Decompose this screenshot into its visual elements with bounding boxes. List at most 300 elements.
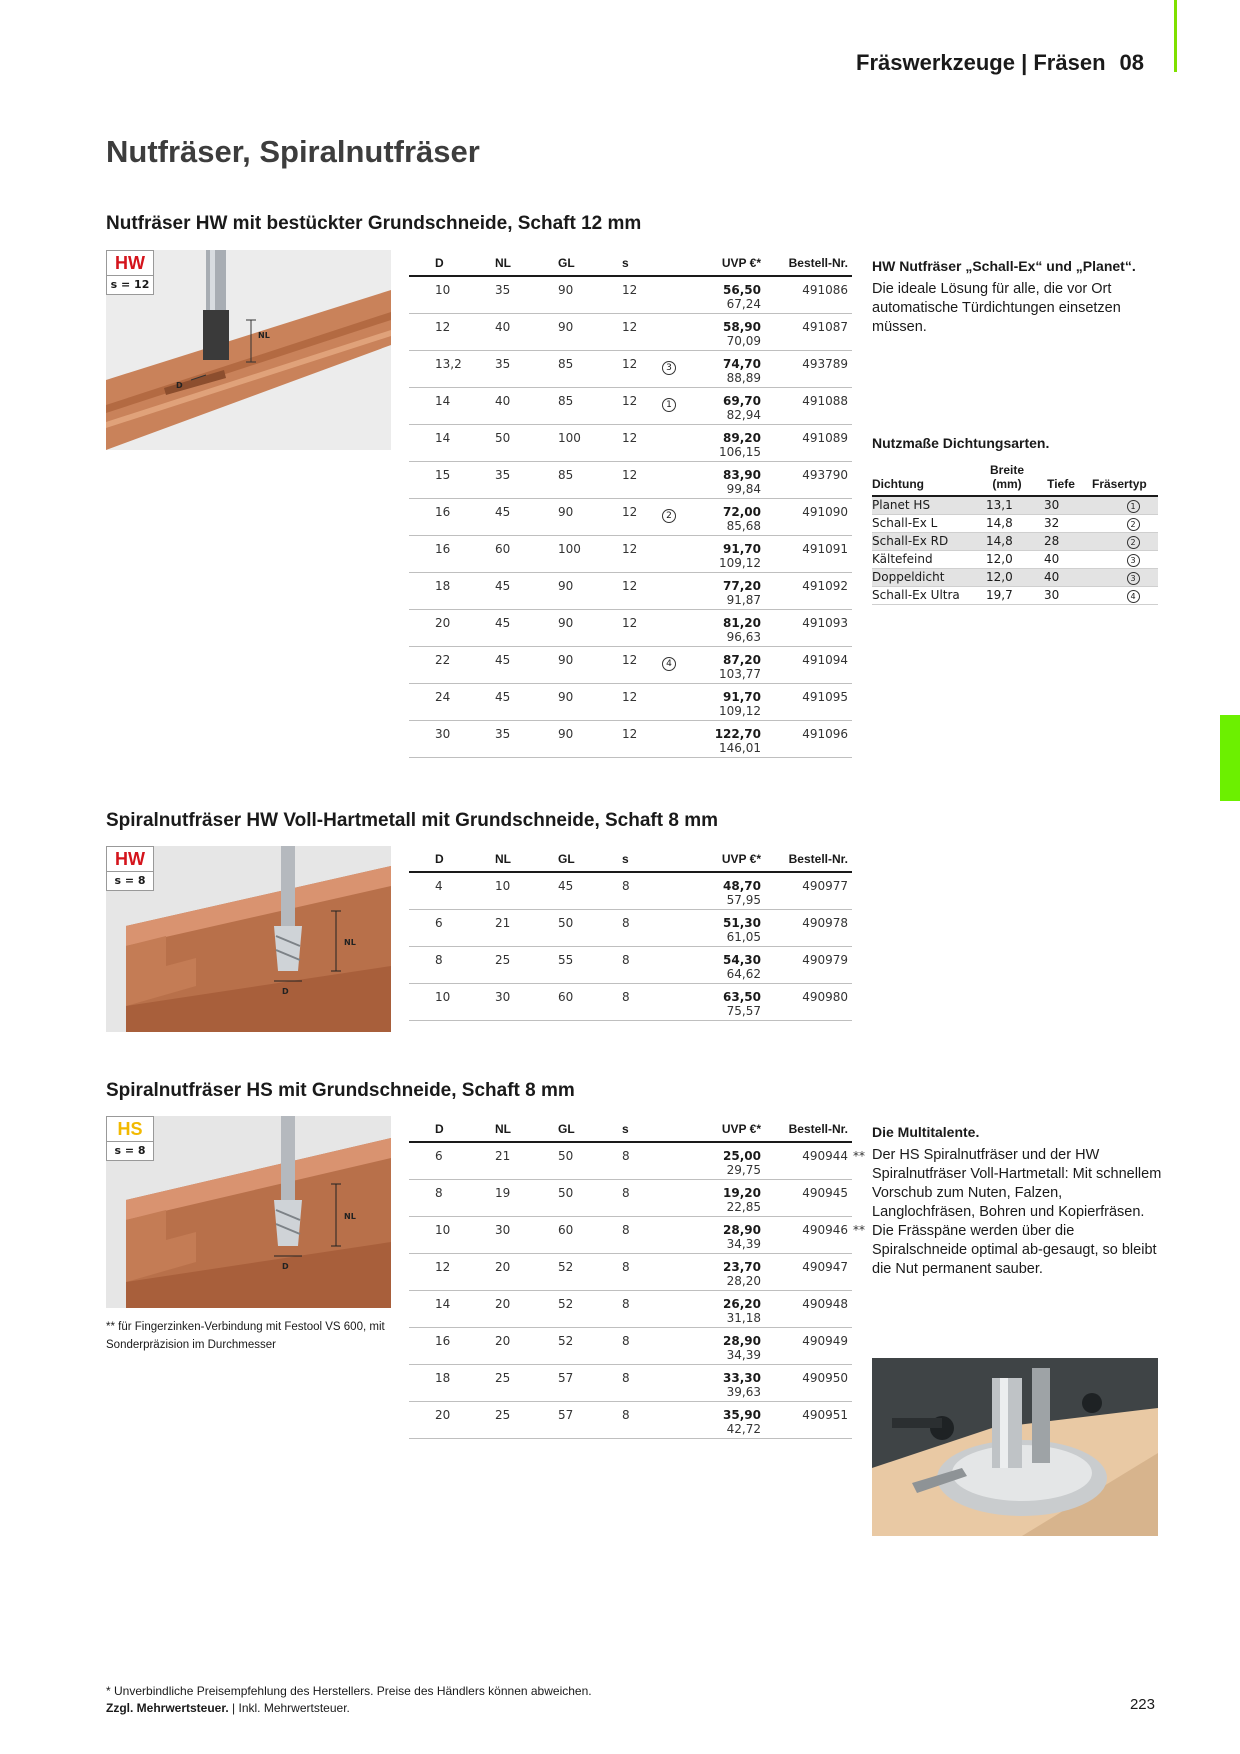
- cell-nl: 10: [473, 872, 536, 909]
- cell-gl: 85: [536, 350, 599, 387]
- col-header-nl: NL: [473, 250, 536, 276]
- seal-row: [872, 551, 1158, 569]
- type-circle-badge: 3: [1127, 572, 1140, 585]
- table-row: [409, 387, 852, 424]
- cell-price: [691, 276, 767, 313]
- cell-gl: 90: [536, 609, 599, 646]
- table-row: [409, 983, 852, 1020]
- hs-footnote: ** für Fingerzinken-Verbindung mit Festool VS 600, mit Sonderpräzision im Durchmesser: [106, 1321, 385, 1351]
- cell-type: [647, 946, 691, 983]
- cell-nl: 21: [473, 909, 536, 946]
- col-header-order-no: Bestell-Nr.: [767, 1116, 852, 1142]
- col-header-nl: NL: [473, 846, 536, 872]
- cell-nl: 50: [473, 424, 536, 461]
- cell-d: 16: [409, 498, 473, 535]
- seal-name: Doppeldicht: [872, 569, 978, 587]
- cell-order-no: [767, 909, 852, 946]
- table-row: [409, 535, 852, 572]
- page-title: Nutfräser, Spiralnutfräser: [106, 134, 480, 169]
- cell-s: 12: [599, 535, 647, 572]
- price-gross: 146,01: [719, 740, 761, 755]
- price-net: 69,70: [723, 393, 761, 408]
- price-gross: 34,39: [726, 1347, 761, 1362]
- cell-nl: 19: [473, 1179, 536, 1216]
- nl-dimension-label: NL: [344, 938, 356, 947]
- price-gross: 67,24: [726, 297, 761, 311]
- cell-order-no: [767, 424, 852, 461]
- footnote-mark: **: [853, 1222, 865, 1237]
- type-circle-badge: 1: [1127, 500, 1140, 513]
- price-net: 74,70: [723, 356, 761, 371]
- table-header-row: [409, 250, 852, 276]
- seal-row: [872, 515, 1158, 533]
- cell-d: 14: [409, 1290, 473, 1327]
- type-circle-badge: 2: [1127, 536, 1140, 549]
- price-gross: 61,05: [726, 929, 761, 944]
- cell-s: 12: [599, 720, 647, 757]
- col-header-type: [647, 846, 691, 872]
- seal-table-heading: Nutzmaße Dichtungsarten.: [872, 435, 1050, 451]
- col-header-s: s: [599, 250, 647, 276]
- cell-gl: 90: [536, 683, 599, 720]
- cell-nl: 45: [473, 498, 536, 535]
- badge-material-label: HW: [107, 847, 153, 872]
- seal-col-breite-unit: (mm): [992, 477, 1022, 491]
- side-heading-multitalente: Die Multitalente.: [872, 1124, 980, 1140]
- cell-s: 8: [599, 1216, 647, 1253]
- price-net: 77,20: [723, 578, 761, 593]
- seal-name: Planet HS: [872, 496, 978, 515]
- price-net: 28,90: [723, 1333, 761, 1348]
- table-row: [409, 1401, 852, 1438]
- footnote-mark: **: [853, 1149, 865, 1163]
- cell-d: 20: [409, 1401, 473, 1438]
- col-header-order-no: Bestell-Nr.: [767, 250, 852, 276]
- cell-d: 13,2: [409, 350, 473, 387]
- table-row: [409, 683, 852, 720]
- cell-order-no: [767, 313, 852, 350]
- cell-gl: 52: [536, 1253, 599, 1290]
- table-row: [409, 1290, 852, 1327]
- chapter-number: 08: [1119, 50, 1144, 75]
- cell-s: 12: [599, 683, 647, 720]
- footer-notes: [106, 1683, 592, 1717]
- cell-type: [647, 313, 691, 350]
- type-circle-badge: 4: [662, 657, 676, 671]
- seal-breite: 14,8: [978, 533, 1028, 551]
- cell-price: [691, 1401, 767, 1438]
- cell-s: 8: [599, 1327, 647, 1364]
- cell-price: [691, 1253, 767, 1290]
- col-header-s: s: [599, 846, 647, 872]
- cell-gl: 100: [536, 535, 599, 572]
- section-title-spiralnut-hs: Spiralnutfräser HS mit Grundschneide, Schaft 8 mm: [106, 1080, 575, 1101]
- type-circle-badge: 3: [1127, 554, 1140, 567]
- seal-col-breite-label: Breite: [989, 463, 1024, 477]
- order-number: 491094: [802, 652, 848, 667]
- price-gross: 34,39: [726, 1236, 761, 1251]
- price-gross: 22,85: [726, 1199, 761, 1214]
- col-header-type: [647, 250, 691, 276]
- seal-breite: 14,8: [978, 515, 1028, 533]
- cell-price: [691, 535, 767, 572]
- cell-price: [691, 983, 767, 1020]
- cell-type: [647, 1179, 691, 1216]
- price-gross: 109,12: [719, 555, 761, 570]
- cell-d: 30: [409, 720, 473, 757]
- cell-order-no: [767, 872, 852, 909]
- cell-order-no: [767, 1290, 852, 1327]
- cell-type: [647, 1142, 691, 1179]
- price-gross: 82,94: [726, 407, 761, 422]
- table-header-row: [409, 1116, 852, 1142]
- seal-type: [1078, 515, 1158, 533]
- footer-vat-excl: Zzgl. Mehrwertsteuer.: [106, 1701, 229, 1715]
- seal-type: [1078, 569, 1158, 587]
- cell-price: [691, 572, 767, 609]
- d-dimension-label: D: [282, 987, 289, 996]
- seal-row: [872, 569, 1158, 587]
- product-table-nutfraeser-hw: [409, 250, 852, 758]
- table-row: [409, 1142, 852, 1179]
- seal-name: Kältefeind: [872, 551, 978, 569]
- cell-nl: 45: [473, 646, 536, 683]
- table-row: [409, 350, 852, 387]
- price-gross: 31,18: [726, 1310, 761, 1325]
- cell-s: 12: [599, 646, 647, 683]
- order-number: 491086: [802, 283, 848, 297]
- table-row: [409, 1216, 852, 1253]
- cell-gl: 60: [536, 1216, 599, 1253]
- cell-nl: 60: [473, 535, 536, 572]
- cell-d: 8: [409, 1179, 473, 1216]
- price-gross: 75,57: [726, 1003, 761, 1018]
- cell-nl: 20: [473, 1253, 536, 1290]
- material-badge: [106, 250, 154, 295]
- cell-gl: 57: [536, 1401, 599, 1438]
- cell-type: [647, 1216, 691, 1253]
- col-header-type: [647, 1116, 691, 1142]
- price-gross: 103,77: [719, 666, 761, 681]
- cell-order-no: [767, 683, 852, 720]
- cell-s: 12: [599, 313, 647, 350]
- table-row: [409, 572, 852, 609]
- cell-s: 12: [599, 461, 647, 498]
- price-net: 26,20: [723, 1296, 761, 1311]
- cell-price: [691, 1216, 767, 1253]
- cell-order-no: [767, 720, 852, 757]
- cell-s: 12: [599, 609, 647, 646]
- price-gross: 91,87: [726, 592, 761, 607]
- price-net: 63,50: [723, 989, 761, 1004]
- section-title-nutfraeser-hw: Nutfräser HW mit bestückter Grundschneide, Schaft 12 mm: [106, 213, 642, 234]
- seal-row: [872, 587, 1158, 605]
- col-header-order-no: Bestell-Nr.: [767, 846, 852, 872]
- cell-type: [647, 1290, 691, 1327]
- product-table-spiralnut-hs: [409, 1116, 865, 1439]
- cell-gl: 90: [536, 572, 599, 609]
- cell-nl: 35: [473, 461, 536, 498]
- cell-nl: 30: [473, 983, 536, 1020]
- cell-d: 20: [409, 609, 473, 646]
- price-gross: 42,72: [726, 1421, 761, 1436]
- order-number: 490948: [802, 1296, 848, 1311]
- price-net: 33,30: [723, 1370, 761, 1385]
- price-net: 72,00: [723, 504, 761, 519]
- cell-nl: 45: [473, 609, 536, 646]
- table-row: [409, 461, 852, 498]
- cell-type: [647, 424, 691, 461]
- cell-type: [647, 350, 691, 387]
- seal-row: [872, 533, 1158, 551]
- price-net: 56,50: [723, 283, 761, 297]
- cell-s: 8: [599, 1142, 647, 1179]
- order-number: 490949: [802, 1333, 848, 1348]
- order-number: 491091: [802, 541, 848, 556]
- cell-type: [647, 720, 691, 757]
- cell-s: 12: [599, 387, 647, 424]
- cell-nl: 40: [473, 313, 536, 350]
- cell-nl: 20: [473, 1327, 536, 1364]
- seal-breite: 12,0: [978, 569, 1028, 587]
- cell-d: 10: [409, 983, 473, 1020]
- table-row: [409, 1364, 852, 1401]
- cell-type: [647, 983, 691, 1020]
- col-header-d: D: [409, 846, 473, 872]
- cell-nl: 30: [473, 1216, 536, 1253]
- cell-order-no: [767, 1253, 852, 1290]
- price-net: 91,70: [723, 541, 761, 556]
- price-net: 54,30: [723, 952, 761, 967]
- cell-price: [691, 498, 767, 535]
- cell-d: 4: [409, 872, 473, 909]
- cell-gl: 50: [536, 1142, 599, 1179]
- cell-price: [691, 946, 767, 983]
- material-badge: [106, 1116, 154, 1161]
- cell-price: [691, 720, 767, 757]
- cell-order-no: [767, 350, 852, 387]
- cell-gl: 57: [536, 1364, 599, 1401]
- table-row: [409, 276, 852, 313]
- cell-order-no: [767, 1216, 865, 1253]
- order-number: 491088: [802, 393, 848, 408]
- footer-vat-note: [106, 1700, 592, 1717]
- cell-gl: 52: [536, 1327, 599, 1364]
- cell-nl: 45: [473, 572, 536, 609]
- cell-s: 8: [599, 946, 647, 983]
- cell-s: 8: [599, 1179, 647, 1216]
- cell-d: 18: [409, 572, 473, 609]
- order-number: 490980: [802, 989, 848, 1004]
- cell-price: [691, 387, 767, 424]
- order-number: 491093: [802, 615, 848, 630]
- seal-type: [1078, 587, 1158, 605]
- badge-shank-label: s = 8: [114, 874, 146, 887]
- type-circle-badge: 2: [1127, 518, 1140, 531]
- seal-dimensions-table: [872, 458, 1158, 605]
- cell-nl: 35: [473, 350, 536, 387]
- table-row: [409, 1327, 852, 1364]
- seal-name: Schall-Ex Ultra: [872, 587, 978, 605]
- seal-tiefe: 32: [1028, 515, 1078, 533]
- cell-d: 14: [409, 424, 473, 461]
- cell-s: 8: [599, 1401, 647, 1438]
- price-net: 19,20: [723, 1185, 761, 1200]
- router-in-use-photo: [872, 1358, 1158, 1536]
- order-number: 493789: [802, 356, 848, 371]
- chapter-title: Fräswerkzeuge | Fräsen: [856, 50, 1106, 75]
- seal-row: [872, 496, 1158, 515]
- d-dimension-label: D: [176, 381, 183, 390]
- table-header-row: [409, 846, 852, 872]
- order-number: 491090: [802, 504, 848, 519]
- type-circle-badge: 3: [662, 361, 676, 375]
- seal-tiefe: 40: [1028, 551, 1078, 569]
- cell-d: 10: [409, 1216, 473, 1253]
- cell-gl: 50: [536, 1179, 599, 1216]
- cell-gl: 52: [536, 1290, 599, 1327]
- badge-shank-label: s = 8: [114, 1144, 146, 1157]
- seal-col-breite: [978, 458, 1028, 496]
- cell-d: 15: [409, 461, 473, 498]
- cell-order-no: [767, 1364, 852, 1401]
- table-row: [409, 313, 852, 350]
- price-net: 89,20: [723, 430, 761, 445]
- cell-price: [691, 313, 767, 350]
- d-dimension-label: D: [282, 1262, 289, 1271]
- order-number: 491089: [802, 430, 848, 445]
- cell-type: [647, 498, 691, 535]
- cell-gl: 90: [536, 498, 599, 535]
- cell-order-no: [767, 535, 852, 572]
- product-image-nutfraeser-hw: [106, 250, 391, 450]
- cell-d: 24: [409, 683, 473, 720]
- cell-s: 8: [599, 1290, 647, 1327]
- price-gross: 39,63: [726, 1384, 761, 1399]
- type-circle-badge: 1: [662, 398, 676, 412]
- seal-breite: 13,1: [978, 496, 1028, 515]
- cell-order-no: [767, 498, 852, 535]
- cell-s: 8: [599, 909, 647, 946]
- badge-shank-label: s = 12: [110, 278, 150, 291]
- cell-nl: 40: [473, 387, 536, 424]
- cell-type: [647, 1401, 691, 1438]
- cell-type: [647, 1327, 691, 1364]
- col-header-s: s: [599, 1116, 647, 1142]
- price-gross: 88,89: [726, 370, 761, 385]
- seal-col-tiefe: Tiefe: [1028, 458, 1078, 496]
- col-header-uvp: UVP €*: [691, 1116, 767, 1142]
- seal-name: Schall-Ex L: [872, 515, 978, 533]
- cell-order-no: [767, 946, 852, 983]
- cell-gl: 90: [536, 720, 599, 757]
- table-row: [409, 872, 852, 909]
- col-header-gl: GL: [536, 250, 599, 276]
- cell-d: 18: [409, 1364, 473, 1401]
- seal-tiefe: 30: [1028, 587, 1078, 605]
- cell-order-no: [767, 572, 852, 609]
- cell-type: [647, 1253, 691, 1290]
- col-header-gl: GL: [536, 846, 599, 872]
- cell-gl: 90: [536, 276, 599, 313]
- cell-gl: 50: [536, 909, 599, 946]
- cell-d: 6: [409, 1142, 473, 1179]
- col-header-d: D: [409, 1116, 473, 1142]
- cell-gl: 90: [536, 313, 599, 350]
- order-number: 490946: [802, 1222, 848, 1237]
- side-text-multitalente: Der HS Spiralnutfräser und der HW Spiralnutfräser Voll-Hartmetall: Mit schnellem Vorschub zum Nuten, Falzen, Langlochfräsen, Bohren und Kopierfräsen. Die Frässpäne werden über die Spiralschneide optimal ab-gesaugt, so bleibt die Nut permanent sauber.: [872, 1147, 1162, 1277]
- cell-gl: 100: [536, 424, 599, 461]
- product-table-spiralnut-hw: [409, 846, 852, 1021]
- price-net: 35,90: [723, 1407, 761, 1422]
- price-gross: 28,20: [726, 1273, 761, 1288]
- cell-price: [691, 609, 767, 646]
- order-number: 490950: [802, 1370, 848, 1385]
- cell-type: [647, 1364, 691, 1401]
- cell-gl: 90: [536, 646, 599, 683]
- cell-s: 8: [599, 1364, 647, 1401]
- material-badge: [106, 846, 154, 891]
- cell-type: [647, 646, 691, 683]
- cell-nl: 35: [473, 720, 536, 757]
- seal-breite: 12,0: [978, 551, 1028, 569]
- cell-order-no: [767, 1327, 852, 1364]
- cell-s: 12: [599, 498, 647, 535]
- price-gross: 64,62: [726, 966, 761, 981]
- seal-table-header-row: [872, 458, 1158, 496]
- cell-s: 8: [599, 983, 647, 1020]
- cell-gl: 45: [536, 872, 599, 909]
- side-heading-schall-ex: HW Nutfräser „Schall-Ex“ und „Planet“.: [872, 258, 1136, 274]
- cell-gl: 55: [536, 946, 599, 983]
- cell-type: [647, 683, 691, 720]
- seal-type: [1078, 496, 1158, 515]
- product-image-spiralnut-hw: [106, 846, 391, 1032]
- nl-dimension-label: NL: [344, 1212, 356, 1221]
- chapter-tab-marker: [1220, 715, 1240, 801]
- cell-nl: 20: [473, 1290, 536, 1327]
- cell-price: [691, 350, 767, 387]
- cell-price: [691, 1179, 767, 1216]
- chapter-header: [856, 50, 1144, 76]
- cell-d: 16: [409, 1327, 473, 1364]
- cell-d: 16: [409, 535, 473, 572]
- price-net: 23,70: [723, 1259, 761, 1274]
- cell-type: [647, 609, 691, 646]
- cell-type: [647, 461, 691, 498]
- order-number: 490945: [802, 1185, 848, 1200]
- table-row: [409, 424, 852, 461]
- cell-d: 12: [409, 1253, 473, 1290]
- cell-d: 8: [409, 946, 473, 983]
- cell-order-no: [767, 1142, 865, 1179]
- cell-s: 12: [599, 276, 647, 313]
- col-header-uvp: UVP €*: [691, 846, 767, 872]
- order-number: 490979: [802, 952, 848, 967]
- price-net: 58,90: [723, 319, 761, 334]
- product-image-spiralnut-hs: [106, 1116, 391, 1308]
- order-number: 490977: [802, 879, 848, 893]
- price-net: 91,70: [723, 689, 761, 704]
- type-circle-badge: 4: [1127, 590, 1140, 603]
- cell-order-no: [767, 461, 852, 498]
- order-number: 491095: [802, 689, 848, 704]
- cell-order-no: [767, 276, 852, 313]
- cell-s: 12: [599, 572, 647, 609]
- price-gross: 96,63: [726, 629, 761, 644]
- order-number: 490947: [802, 1259, 848, 1274]
- seal-name: Schall-Ex RD: [872, 533, 978, 551]
